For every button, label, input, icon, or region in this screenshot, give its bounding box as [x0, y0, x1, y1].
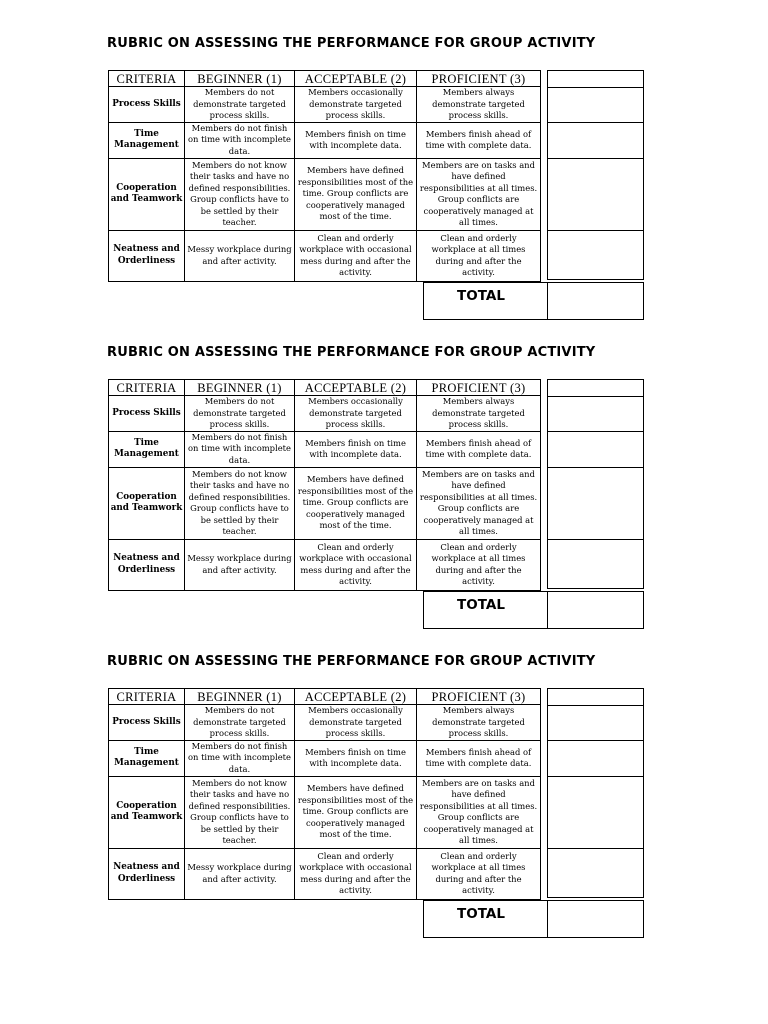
score-column	[547, 379, 644, 589]
column-header: PROFICIENT (3)	[417, 689, 541, 705]
header-row	[109, 380, 541, 396]
table-row	[109, 158, 541, 230]
column-header: PROFICIENT (3)	[417, 380, 541, 396]
score-row-divider	[548, 539, 643, 540]
proficient-cell: Members are on tasks and have defined responsibilities at all times. Group conflicts are cooperatively managed at all times.	[417, 158, 541, 230]
beginner-cell: Members do not know their tasks and have no defined responsibilities. Group conflicts have to be settled by their teacher.	[185, 776, 295, 848]
beginner-cell: Members do not finish on time with incomplete data.	[185, 740, 295, 776]
column-header: ACCEPTABLE (2)	[295, 689, 417, 705]
criteria-cell: Cooperation and Teamwork	[109, 158, 185, 230]
score-column	[547, 70, 644, 280]
rubric-table	[108, 379, 541, 591]
score-row-divider	[548, 122, 643, 123]
criteria-cell: Cooperation and Teamwork	[109, 467, 185, 539]
column-header: ACCEPTABLE (2)	[295, 71, 417, 87]
table-row	[109, 87, 541, 123]
beginner-cell: Members do not finish on time with incomplete data.	[185, 122, 295, 158]
proficient-cell: Members finish ahead of time with complete data.	[417, 122, 541, 158]
proficient-cell: Members are on tasks and have defined responsibilities at all times. Group conflicts are cooperatively managed at all times.	[417, 776, 541, 848]
beginner-cell: Members do not finish on time with incomplete data.	[185, 431, 295, 467]
acceptable-cell: Members finish on time with incomplete data.	[295, 431, 417, 467]
header-row	[109, 689, 541, 705]
acceptable-cell: Members have defined responsibilities most of the time. Group conflicts are cooperatively managed most of the time.	[295, 467, 417, 539]
table-row	[109, 776, 541, 848]
column-header: CRITERIA	[109, 689, 185, 705]
total-label: TOTAL	[423, 282, 548, 320]
total-score-box[interactable]	[547, 900, 644, 938]
total-label: TOTAL	[423, 900, 548, 938]
criteria-cell: Cooperation and Teamwork	[109, 776, 185, 848]
rubric-title: RUBRIC ON ASSESSING THE PERFORMANCE FOR GROUP ACTIVITY	[107, 345, 596, 360]
proficient-cell: Members always demonstrate targeted process skills.	[417, 705, 541, 741]
table-row	[109, 467, 541, 539]
acceptable-cell: Members finish on time with incomplete data.	[295, 740, 417, 776]
table-row	[109, 848, 541, 899]
score-row-divider	[548, 158, 643, 159]
score-row-divider	[548, 467, 643, 468]
beginner-cell: Members do not know their tasks and have no defined responsibilities. Group conflicts have to be settled by their teacher.	[185, 158, 295, 230]
header-row	[109, 71, 541, 87]
score-row-divider	[548, 431, 643, 432]
acceptable-cell: Members occasionally demonstrate targeted process skills.	[295, 705, 417, 741]
column-header: CRITERIA	[109, 380, 185, 396]
criteria-cell: Process Skills	[109, 396, 185, 432]
rubric-section	[0, 618, 768, 922]
table-row	[109, 122, 541, 158]
proficient-cell: Clean and orderly workplace at all times during and after the activity.	[417, 230, 541, 281]
acceptable-cell: Members have defined responsibilities most of the time. Group conflicts are cooperatively managed most of the time.	[295, 158, 417, 230]
proficient-cell: Clean and orderly workplace at all times during and after the activity.	[417, 848, 541, 899]
score-column	[547, 688, 644, 898]
proficient-cell: Members always demonstrate targeted process skills.	[417, 396, 541, 432]
rubric-table	[108, 70, 541, 282]
table-row	[109, 740, 541, 776]
score-row-divider	[548, 230, 643, 231]
rubric-section	[0, 309, 768, 613]
proficient-cell: Clean and orderly workplace at all times during and after the activity.	[417, 539, 541, 590]
acceptable-cell: Members occasionally demonstrate targeted process skills.	[295, 396, 417, 432]
beginner-cell: Members do not demonstrate targeted process skills.	[185, 705, 295, 741]
rubric-title: RUBRIC ON ASSESSING THE PERFORMANCE FOR GROUP ACTIVITY	[107, 36, 596, 51]
score-row-divider	[548, 776, 643, 777]
table-row	[109, 230, 541, 281]
column-header: PROFICIENT (3)	[417, 71, 541, 87]
column-header: BEGINNER (1)	[185, 380, 295, 396]
acceptable-cell: Members occasionally demonstrate targeted process skills.	[295, 87, 417, 123]
column-header: BEGINNER (1)	[185, 689, 295, 705]
proficient-cell: Members finish ahead of time with complete data.	[417, 431, 541, 467]
criteria-cell: Neatness and Orderliness	[109, 848, 185, 899]
criteria-cell: Neatness and Orderliness	[109, 230, 185, 281]
criteria-cell: Time Management	[109, 431, 185, 467]
rubric-section	[0, 0, 768, 304]
beginner-cell: Messy workplace during and after activity.	[185, 230, 295, 281]
proficient-cell: Members finish ahead of time with complete data.	[417, 740, 541, 776]
acceptable-cell: Members finish on time with incomplete data.	[295, 122, 417, 158]
total-label: TOTAL	[423, 591, 548, 629]
criteria-cell: Neatness and Orderliness	[109, 539, 185, 590]
beginner-cell: Messy workplace during and after activity.	[185, 539, 295, 590]
table-row	[109, 396, 541, 432]
beginner-cell: Members do not demonstrate targeted process skills.	[185, 396, 295, 432]
score-row-divider	[548, 740, 643, 741]
score-row-divider	[548, 396, 643, 397]
beginner-cell: Messy workplace during and after activity.	[185, 848, 295, 899]
proficient-cell: Members are on tasks and have defined responsibilities at all times. Group conflicts are cooperatively managed at all times.	[417, 467, 541, 539]
proficient-cell: Members always demonstrate targeted process skills.	[417, 87, 541, 123]
column-header: ACCEPTABLE (2)	[295, 380, 417, 396]
criteria-cell: Time Management	[109, 122, 185, 158]
table-row	[109, 705, 541, 741]
score-row-divider	[548, 705, 643, 706]
score-row-divider	[548, 848, 643, 849]
acceptable-cell: Clean and orderly workplace with occasional mess during and after the activity.	[295, 539, 417, 590]
criteria-cell: Time Management	[109, 740, 185, 776]
column-header: CRITERIA	[109, 71, 185, 87]
column-header: BEGINNER (1)	[185, 71, 295, 87]
acceptable-cell: Clean and orderly workplace with occasional mess during and after the activity.	[295, 230, 417, 281]
criteria-cell: Process Skills	[109, 705, 185, 741]
acceptable-cell: Members have defined responsibilities most of the time. Group conflicts are cooperatively managed most of the time.	[295, 776, 417, 848]
rubric-table	[108, 688, 541, 900]
rubric-title: RUBRIC ON ASSESSING THE PERFORMANCE FOR GROUP ACTIVITY	[107, 654, 596, 669]
beginner-cell: Members do not demonstrate targeted process skills.	[185, 87, 295, 123]
table-row	[109, 431, 541, 467]
acceptable-cell: Clean and orderly workplace with occasional mess during and after the activity.	[295, 848, 417, 899]
criteria-cell: Process Skills	[109, 87, 185, 123]
score-row-divider	[548, 87, 643, 88]
table-row	[109, 539, 541, 590]
beginner-cell: Members do not know their tasks and have no defined responsibilities. Group conflicts have to be settled by their teacher.	[185, 467, 295, 539]
